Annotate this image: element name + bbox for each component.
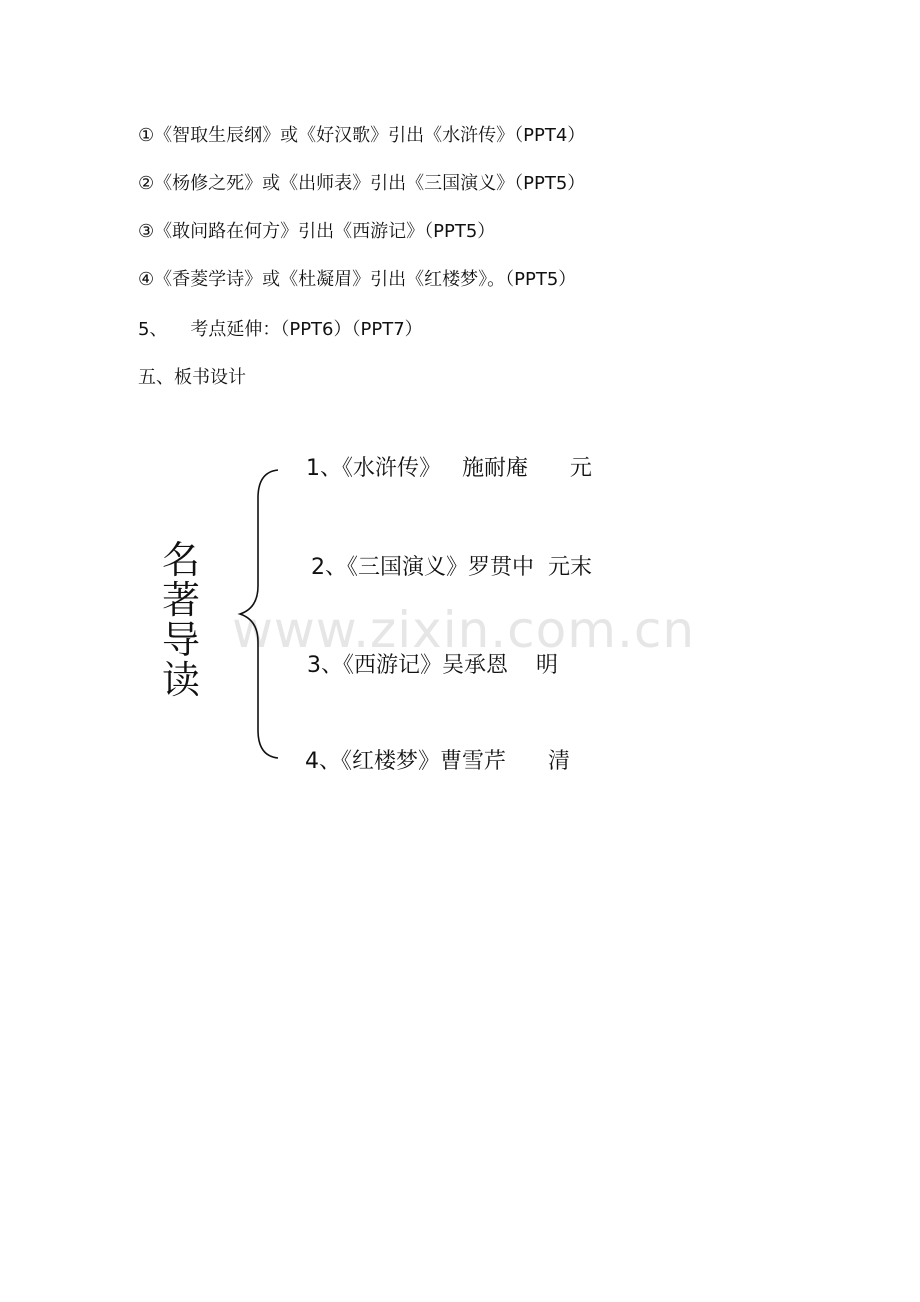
section-heading: 五、板书设计 <box>138 367 246 388</box>
board-item-3: 3、《西游记》吴承恩 明 <box>307 653 558 678</box>
text-line-4: ④《香菱学诗》或《杜凝眉》引出《红楼梦》。（PPT5） <box>138 269 577 290</box>
curly-brace <box>236 468 282 760</box>
text-line-2: ②《杨修之死》或《出师表》引出《三国演义》（PPT5） <box>138 173 586 194</box>
text-line-5: 5、 考点延伸：（PPT6）（PPT7） <box>138 319 423 340</box>
board-item-4: 4、《红楼梦》曹雪芹 清 <box>305 749 570 774</box>
text-line-1: ①《智取生辰纲》或《好汉歌》引出《水浒传》（PPT4） <box>138 125 586 146</box>
board-title-char: 著 <box>161 578 200 622</box>
text-line-3: ③《敢问路在何方》引出《西游记》（PPT5） <box>138 221 496 242</box>
board-title-char: 名 <box>161 538 200 582</box>
board-title-char: 导 <box>161 618 200 662</box>
board-item-2: 2、《三国演义》罗贯中 元末 <box>311 555 592 580</box>
board-title-char: 读 <box>161 658 200 702</box>
watermark: www.zixin.com.cn <box>232 601 696 659</box>
board-item-1: 1、《水浒传》 施耐庵 元 <box>306 456 592 481</box>
board-title <box>156 540 206 700</box>
